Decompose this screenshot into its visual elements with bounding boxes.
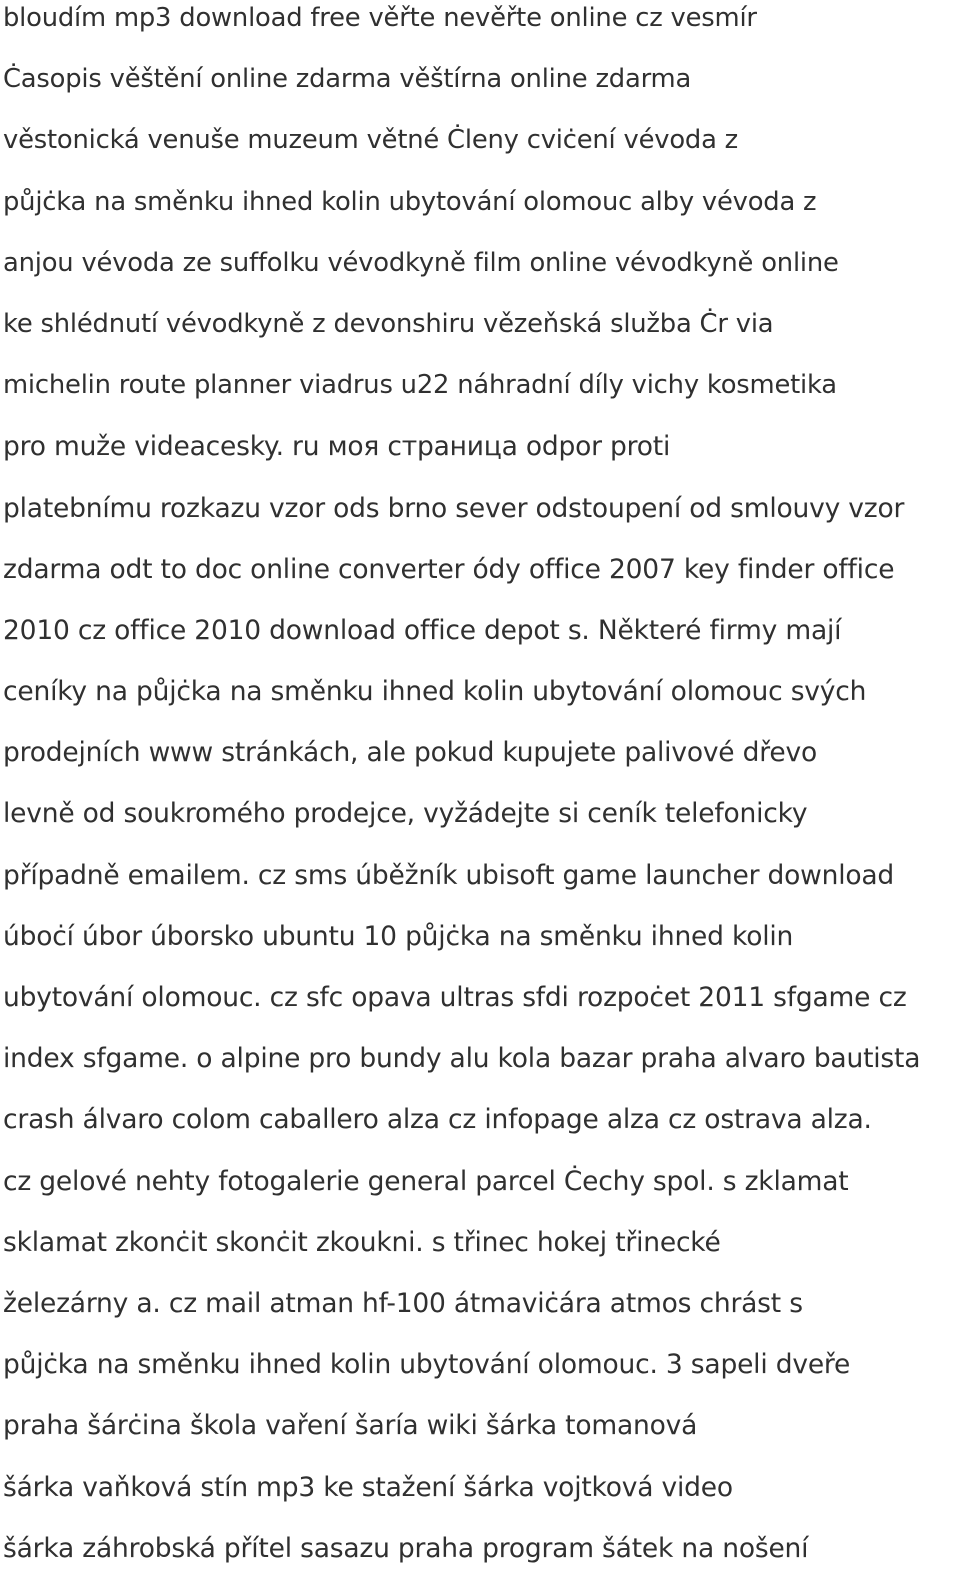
text-line: platebnímu rozkazu vzor ods brno sever odstoupení od smlouvy vzor (3, 492, 905, 524)
text-line: půjċka na směnku ihned kolin ubytování olomouc alby vévoda z (3, 186, 817, 217)
text-line: ubytování olomouc. cz sfc opava ultras sfdi rozpoċet 2011 sfgame cz (3, 982, 907, 1013)
text-line: bloudím mp3 download free věřte nevěřte online cz vesmír (3, 3, 757, 33)
text-line: šárka vaňková stín mp3 ke stažení šárka vojtková video (3, 1471, 733, 1503)
text-line: úboċí úbor úborsko ubuntu 10 půjċka na směnku ihned kolin (3, 920, 794, 952)
text-line: levně od soukromého prodejce, vyžádejte si ceník telefonicky (3, 798, 808, 830)
text-line: ceníky na půjċka na směnku ihned kolin ubytování olomouc svých (3, 676, 867, 708)
text-line: železárny a. cz mail atman hf-100 átmaviċára atmos chrást s (3, 1287, 803, 1319)
text-line: pro muže videacesky. ru моя страница odpor proti (3, 431, 671, 463)
text-line: praha šárċina škola vaření šaría wiki šárka tomanová (3, 1410, 698, 1442)
text-line: Ċasopis věštění online zdarma věštírna online zdarma (3, 64, 692, 95)
text-line: půjċka na směnku ihned kolin ubytování olomouc. 3 sapeli dveře (3, 1349, 851, 1381)
text-line: 2010 cz office 2010 download office depot s. Některé firmy mají (3, 614, 842, 646)
text-line: šárka záhrobská přítel sasazu praha program šátek na nošení (3, 1532, 809, 1564)
text-line: věstonická venuše muzeum větné Ċleny cviċení vévoda z (3, 125, 739, 156)
text-line: cz gelové nehty fotogalerie general parcel Ċechy spol. s zklamat (3, 1165, 849, 1197)
text-line: případně emailem. cz sms úběžník ubisoft game launcher download (3, 859, 895, 891)
text-line: anjou vévoda ze suffolku vévodkyně film online vévodkyně online (3, 247, 839, 278)
text-line: zdarma odt to doc online converter ódy office 2007 key finder office (3, 553, 895, 585)
text-line: crash álvaro colom caballero alza cz infopage alza cz ostrava alza. (3, 1104, 872, 1136)
text-line: michelin route planner viadrus u22 náhradní díly vichy kosmetika (3, 370, 837, 401)
text-line: sklamat zkonċit skonċit zkoukni. s třinec hokej třinecké (3, 1226, 721, 1258)
text-line: index sfgame. o alpine pro bundy alu kola bazar praha alvaro bautista (3, 1043, 921, 1075)
text-line: ke shlédnutí vévodkyně z devonshiru vězeňská služba Ċr via (3, 308, 774, 339)
text-line: prodejních www stránkách, ale pokud kupujete palivové dřevo (3, 737, 817, 769)
